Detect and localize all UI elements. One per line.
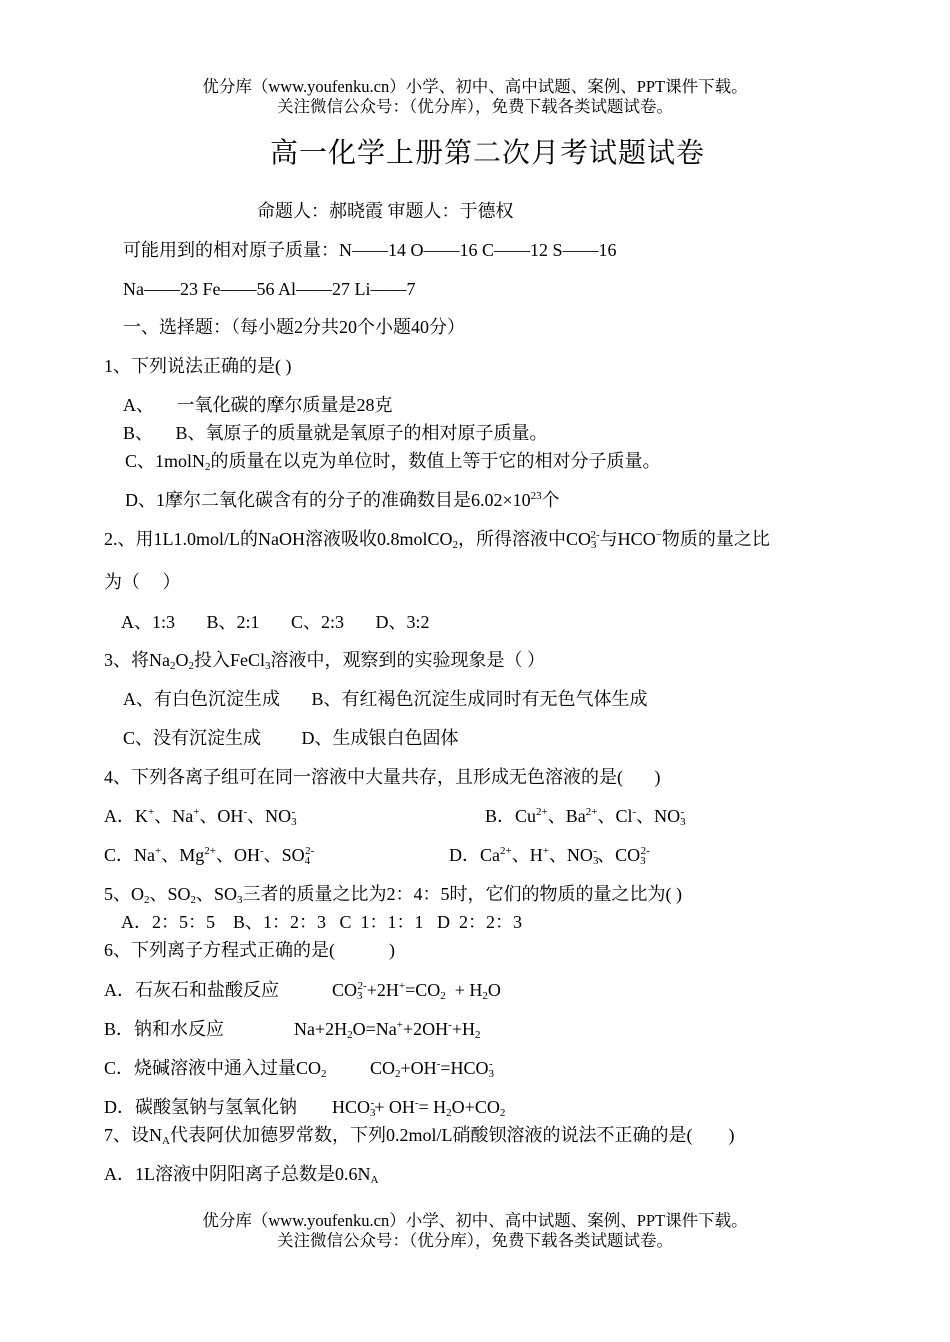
question-2-stem-continued: 为（ ）: [104, 572, 181, 592]
question-2-stem: 2.、用1L1.0mol/L的NaOH溶液吸收0.8molCO$_2$，所得溶液中$CO_3^{2-}$与HCO−物质的量之比: [104, 529, 770, 551]
site-header-line-2: 关注微信公众号：（优分库），免费下载各类试题试卷。: [277, 97, 673, 116]
question-6-option-b-label: B．钠和水反应: [104, 1019, 225, 1039]
question-6-option-d-label: D．碳酸氢钠与氢氧化钠: [104, 1097, 297, 1117]
question-5-stem: 5、$O_2$、$SO_2$、$SO_3$三者的质量之比为2：4：5时，它们的物质的量之比为( ): [104, 884, 683, 906]
question-3-options-ab: A、有白色沉淀生成 B、有红褐色沉淀生成同时有无色气体生成: [123, 689, 648, 709]
atomic-masses-line-1: 可能用到的相对原子质量：N——14 O——16 C——12 S——16: [123, 240, 617, 260]
question-7-stem: 7、设$N_A$代表阿伏加德罗常数，下列0.2mol/L硝酸钡溶液的说法不正确的是( ): [104, 1125, 735, 1147]
question-4-option-c: C．Na+、$Mg^{2+}$、OH-、$SO_4^{2-}$: [104, 845, 315, 867]
question-1-option-b: B、 B、氧原子的质量就是氧原子的相对原子质量。: [123, 423, 548, 443]
question-1-option-a: A、 一氧化碳的摩尔质量是28克: [123, 395, 393, 415]
question-6-option-c-label: C．烧碱溶液中通入过量$CO_2$: [104, 1058, 327, 1080]
question-4-option-d: D．$Ca^{2+}$、H+、$NO_3^-$、$CO_3^{2-}$: [449, 845, 650, 867]
question-3-stem: 3、将$Na_2O_2$投入FeCl$_3$溶液中，观察到的实验现象是（ ）: [104, 650, 546, 672]
exam-title: 高一化学上册第二次月考试题试卷: [269, 138, 705, 169]
question-6-option-d-equation: $HCO_3^-+ OH^-= H_2O+CO_2$: [332, 1097, 506, 1119]
atomic-masses-line-2: Na——23 Fe——56 Al——27 Li——7: [123, 279, 416, 299]
site-footer-line-2: 关注微信公众号：（优分库），免费下载各类试题试卷。: [277, 1231, 673, 1250]
question-6-option-c-equation: $CO_2+OH^-=HCO_3^-$: [370, 1058, 494, 1080]
question-6-option-a-label: A．石灰石和盐酸反应: [104, 980, 279, 1000]
question-6-option-a-equation: $CO_3^{2-}+2H^+=CO_2 + H_2O$: [332, 980, 501, 1002]
question-4-stem: 4、下列各离子组可在同一溶液中大量共存，且形成无色溶液的是( ): [104, 767, 661, 787]
site-header-line-1: 优分库（www.youfenku.cn）小学、初中、高中试题、案例、PPT课件下载。: [202, 77, 748, 96]
exam-authors: 命题人：郝晓霞 审题人：于德权: [257, 201, 514, 221]
question-2-options: A、1:3 B、2:1 C、2:3 D、3:2: [121, 612, 430, 632]
question-1-option-c: C、1molN$_2$的质量在以克为单位时，数值上等于它的相对分子质量。: [125, 451, 661, 473]
question-1-option-d: D、1摩尔二氧化碳含有的分子的准确数目是$6.02\times 10^{23}$个: [125, 490, 560, 510]
site-footer-line-1: 优分库（www.youfenku.cn）小学、初中、高中试题、案例、PPT课件下载。: [202, 1211, 748, 1230]
question-4-option-b: B．$Cu^{2+}$、$Ba^{2+}$、Cl-、$NO_3^-$: [485, 806, 686, 828]
question-5-options: A．2：5：5 B、1：2：3 C 1：1：1 D 2：2：3: [121, 912, 523, 932]
question-1-stem: 1、下列说法正确的是( ): [104, 356, 292, 376]
question-4-option-a: A．K+、Na+、OH-、$NO_3^-$: [104, 806, 297, 828]
question-6-option-b-equation: $Na+2H_2O=Na^++2OH^-+H_2$: [294, 1019, 481, 1041]
question-7-option-a: A．1L溶液中阴阳离子总数是$0.6N_A$: [104, 1164, 379, 1186]
section-heading: 一、选择题：（每小题2分共20个小题40分）: [123, 317, 465, 337]
question-3-options-cd: C、没有沉淀生成 D、生成银白色固体: [123, 728, 459, 748]
question-6-stem: 6、下列离子方程式正确的是( ): [104, 940, 395, 960]
